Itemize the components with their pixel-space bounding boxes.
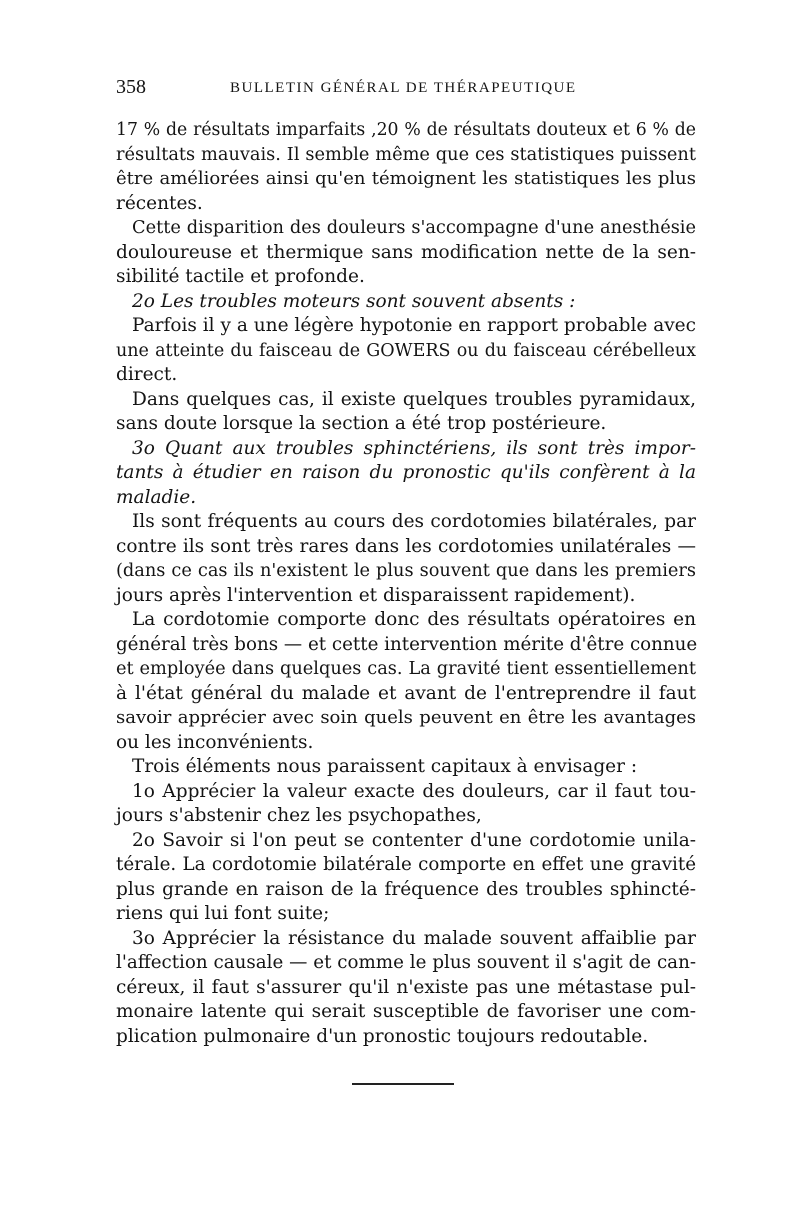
- text-line: 3o Apprécier la résistance du malade souvent affaiblie par: [132, 927, 696, 949]
- text-line: une atteinte du faisceau de GOWERS ou du faisceau cérébelleux: [116, 340, 696, 361]
- text-line: et employée dans quelques cas. La gravité tient essentiellement: [116, 659, 696, 679]
- body-text: [116, 118, 696, 1049]
- running-title: BULLETIN GÉNÉRAL DE THÉRAPEUTIQUE: [230, 80, 577, 96]
- text-line: direct.: [116, 364, 178, 385]
- text-line: La cordotomie comporte donc des résultats opératoires en: [132, 609, 696, 630]
- text-line: céreux, il faut s'assurer qu'il n'existe pas une métastase pul-: [116, 976, 696, 998]
- text-line: à l'état général du malade et avant de l'entreprendre il faut: [116, 682, 696, 704]
- text-line: 2o Les troubles moteurs sont souvent absents :: [132, 290, 576, 312]
- text-line: Ils sont fréquents au cours des cordotomies bilatérales, par: [132, 511, 696, 532]
- text-line: 2o Savoir si l'on peut se contenter d'une cordotomie unila-: [132, 829, 696, 851]
- text-line: résultats mauvais. Il semble même que ces statistiques puissent: [116, 144, 696, 165]
- text-line: maladie.: [116, 486, 197, 508]
- text-line: l'affection causale — et comme le plus souvent il s'agit de can-: [116, 952, 696, 973]
- text-line: térale. La cordotomie bilatérale comporte en effet une gravité: [116, 854, 696, 875]
- text-line: jours s'abstenir chez les psychopathes,: [116, 805, 482, 826]
- text-line: jours après l'intervention et disparaissent rapidement).: [116, 584, 636, 606]
- closing-rule: [352, 1083, 454, 1085]
- text-line: 3o Quant aux troubles sphinctériens, ils sont très impor-: [132, 437, 696, 459]
- text-line: ou les inconvénients.: [116, 731, 314, 753]
- text-line: sibilité tactile et profonde.: [116, 266, 365, 287]
- text-line: (dans ce cas ils n'existent le plus souvent que dans les premiers: [116, 561, 696, 581]
- text-line: riens qui lui font suite;: [116, 903, 330, 924]
- text-line: être améliorées ainsi qu'en témoignent les statistiques les plus: [116, 168, 696, 189]
- text-line: Dans quelques cas, il existe quelques troubles pyramidaux,: [132, 388, 696, 410]
- text-line: Trois éléments nous paraissent capitaux à envisager :: [132, 756, 638, 777]
- text-line: Cette disparition des douleurs s'accompagne d'une anesthésie: [132, 218, 696, 238]
- text-line: sans doute lorsque la section a été trop postérieure.: [116, 413, 607, 434]
- text-line: récentes.: [116, 192, 203, 214]
- text-line: 1o Apprécier la valeur exacte des douleurs, car il faut tou-: [132, 780, 696, 802]
- text-line: plus grande en raison de la fréquence des troubles sphincté-: [116, 878, 696, 900]
- text-line: tants à étudier en raison du pronostic qu'ils confèrent à la: [116, 462, 696, 483]
- page-number: 358: [116, 76, 146, 98]
- text-line: plication pulmonaire d'un pronostic toujours redoutable.: [116, 1025, 649, 1047]
- text-line: douloureuse et thermique sans modification nette de la sen-: [116, 241, 696, 263]
- text-line: Parfois il y a une légère hypotonie en rapport probable avec: [132, 315, 696, 336]
- text-line: général très bons — et cette intervention mérite d'être connue: [116, 633, 698, 655]
- text-line: 17 % de résultats imparfaits ,20 % de résultats douteux et 6 % de: [116, 120, 696, 140]
- text-line: savoir apprécier avec soin quels peuvent en être les avantages: [116, 707, 696, 728]
- text-line: monaire latente qui serait susceptible de favoriser une com-: [116, 1001, 696, 1022]
- text-line: contre ils sont très rares dans les cordotomies unilatérales —: [116, 535, 696, 557]
